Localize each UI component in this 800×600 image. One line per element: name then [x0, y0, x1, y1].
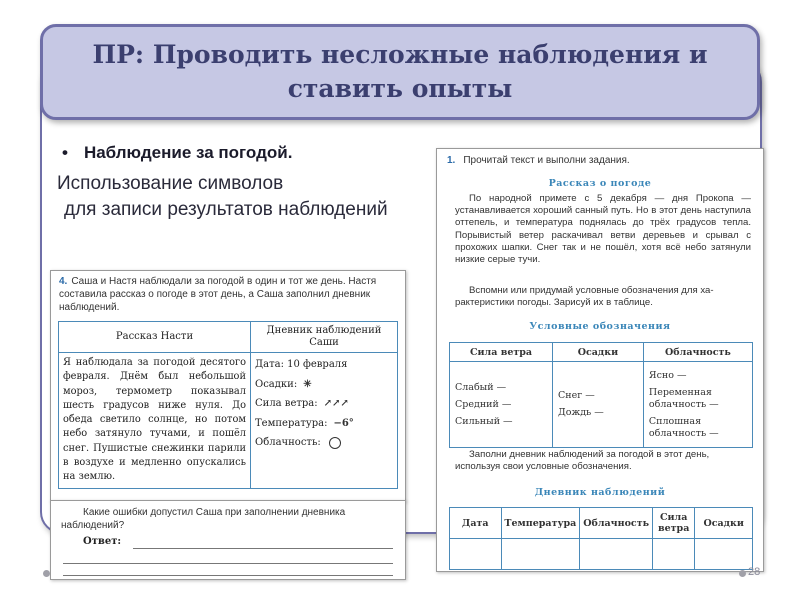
textbook-page-left	[50, 270, 406, 502]
textbook-page-right	[436, 148, 764, 572]
story-diary-table	[58, 321, 398, 489]
task-description: Саша и Настя наблюдали за погодой в один и тот же день. Настя составила рассказ о погоде в этот день, а Саша заполнил дневник наблюдений.	[59, 276, 377, 313]
list-item: Сильный —	[455, 415, 513, 427]
list-item: Переменная облачность —	[648, 386, 719, 410]
table-cell	[652, 539, 694, 570]
slide-title: ПР: Проводить несложные наблюдения и ставить опыты	[92, 40, 708, 103]
weather-story: По народной примете с 5 декабря — дня Прокопа — устанавливается хороший санный путь. Но в этот день наступила оттепель, и температура поднялась до трёх градусов тепла. Порывистый ветер раскачивал ветви деревьев и срывал с прохожих шапки. Снег так и не пошёл, хотя всё небо затянули низкие серые тучи.	[455, 193, 751, 266]
decor-dot-icon	[43, 570, 50, 577]
page-number: 28	[748, 566, 761, 578]
list-item: Сплошная облачность —	[648, 415, 719, 439]
diary-clouds-label: Облачность:	[255, 437, 321, 448]
diary-precipitation-label: Осадки:	[255, 378, 298, 390]
subtext-line-1: Использование символов	[57, 173, 284, 194]
symbols-header-clouds: Облачность	[643, 343, 752, 362]
diary-title: Дневник наблюдений	[534, 487, 666, 498]
story-title: Рассказ о погоде	[548, 178, 652, 189]
diary-header: Дата	[450, 508, 502, 539]
diary-header: Осадки	[695, 508, 753, 539]
table-cell	[501, 539, 580, 570]
answer-line	[63, 575, 393, 576]
wind-arrows-icon: ↗↗↗	[323, 398, 349, 409]
diary-temperature-label: Температура:	[255, 417, 328, 429]
bullet-item	[62, 143, 292, 163]
task-3-text: Заполни дневник наблюдений за погодой в этот день, используя свои условные обозначения.	[455, 449, 710, 473]
task-2-text: Вспомни или придумай условные обозначения для характеристики погоды. Зарисуй их в таблице.	[455, 285, 714, 309]
textbook-question-block	[50, 500, 406, 580]
list-item: Снег —	[558, 390, 595, 401]
list-item: Дождь —	[558, 407, 604, 418]
nastya-story: Я наблюдала за погодой десятого февраля. Днём был небольшой мороз, термометр показывал шесть градусов ниже нуля. До обеда светило солнце, но потом небо затянуло тучами, и пошёл снег. Пушистые снежинки парили в воздухе и медленно опускались на землю.	[59, 353, 251, 489]
precipitation-options	[553, 362, 644, 448]
diary-header: Облачность	[580, 508, 653, 539]
question-text: Какие ошибки допустил Саша при заполнении дневника наблюдений?	[61, 507, 346, 531]
answer-line	[63, 563, 393, 564]
diary-date: Дата: 10 февраля	[255, 359, 348, 370]
subtext-line-2: для записи результатов наблюдений	[64, 199, 388, 220]
bullet-text: Наблюдение за погодой.	[83, 143, 293, 162]
title-banner	[40, 24, 760, 120]
table-cell	[450, 539, 502, 570]
list-item: Слабый —	[455, 381, 507, 393]
story-column-header: Рассказ Насти	[59, 322, 251, 353]
diary-wind-label: Сила ветра:	[255, 398, 318, 409]
task-1-header	[447, 155, 630, 166]
symbols-title: Условные обозначения	[529, 321, 671, 332]
wind-options	[450, 362, 553, 448]
list-item: Ясно —	[648, 369, 687, 381]
table-cell	[580, 539, 653, 570]
task-4-text	[59, 275, 399, 314]
table-cell	[695, 539, 753, 570]
clear-sky-circle-icon	[329, 437, 341, 449]
symbols-table	[449, 342, 753, 448]
sasha-diary	[251, 353, 398, 489]
list-item: Средний —	[455, 398, 512, 410]
diary-header: Температура	[501, 508, 580, 539]
symbols-header-precipitation: Осадки	[553, 343, 644, 362]
symbols-header-wind: Сила ветра	[450, 343, 553, 362]
snowflake-icon: ✳	[303, 378, 312, 390]
cloud-options	[643, 362, 752, 448]
diary-column-header: Дневник наблюдений Саши	[251, 322, 398, 353]
diary-temperature-value: −6°	[333, 417, 354, 429]
task-number: 1.	[447, 155, 456, 166]
answer-label: Ответ:	[83, 536, 122, 547]
task-number: 4.	[59, 276, 68, 287]
bullet-dot-icon: •	[62, 143, 68, 162]
answer-line	[133, 548, 393, 549]
decor-dot-icon	[739, 570, 746, 577]
diary-header: Сила ветра	[652, 508, 694, 539]
task-1-text: Прочитай текст и выполни задания.	[463, 155, 630, 166]
blank-diary-table	[449, 507, 753, 570]
